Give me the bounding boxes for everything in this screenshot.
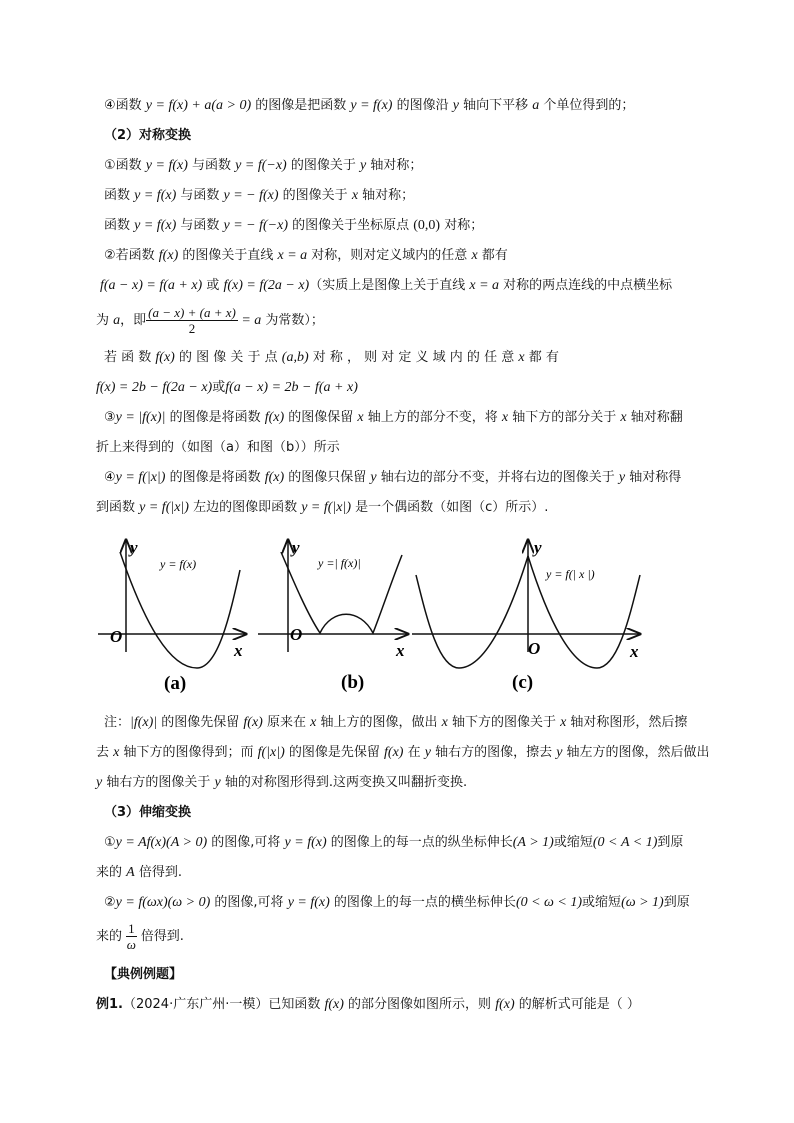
text: 或缩短	[553, 835, 593, 850]
text: 的部分图像如图所示，则	[343, 997, 496, 1012]
text: ，即	[120, 313, 147, 328]
math: x = a	[277, 248, 308, 263]
text: 对 称 ， 则 对 定 义 域 内 的 任 意	[308, 350, 519, 365]
math: y = f(x)	[284, 835, 327, 850]
text: 若 函 数	[104, 350, 156, 365]
text: 倍得到.	[136, 929, 184, 944]
text: ①	[104, 835, 116, 850]
math: y = Af(x)(A > 0)	[115, 835, 208, 850]
y-axis-label: y	[534, 538, 542, 557]
figure-a	[98, 538, 246, 694]
text: 轴对称；	[366, 158, 423, 173]
math: y	[556, 745, 563, 760]
text: 的图像是把函数	[251, 98, 351, 113]
text: 为	[96, 313, 114, 328]
math: y	[214, 775, 221, 790]
text: 轴上方的图像，做出	[316, 715, 442, 730]
math: y = f(x)	[145, 158, 188, 173]
note-line-3	[96, 774, 467, 792]
math: y = f(|x|)	[115, 470, 166, 485]
text: 轴右边的部分不变，并将右边的图像关于	[376, 470, 619, 485]
fraction	[146, 305, 238, 336]
text: 的图像上的每一点的纵坐标伸长	[326, 835, 513, 850]
text: 到原	[657, 835, 684, 850]
symmetry-line-9	[104, 409, 683, 427]
stretch-line-1	[104, 834, 683, 852]
fraction-numerator: 1	[128, 921, 135, 936]
text: 是一个偶函数（如图（c）所示）.	[351, 500, 549, 515]
translate-item-4	[104, 97, 634, 115]
math: f(x)	[384, 745, 404, 760]
math: a	[113, 313, 121, 328]
math: y	[96, 775, 103, 790]
text: 轴的对称图形得到.这两变换又叫翻折变换.	[220, 775, 468, 790]
text: 或缩短	[582, 895, 622, 910]
text: 的图像是先保留	[284, 745, 385, 760]
symmetry-line-8	[96, 379, 358, 397]
math: y = |f(x)|	[115, 410, 166, 425]
x-axis-label: x	[234, 641, 243, 660]
text: 在	[403, 745, 425, 760]
text: 左边的图像即函数	[188, 500, 302, 515]
text: 的图像关于坐标原点	[287, 218, 414, 233]
example-1	[96, 996, 640, 1014]
stretch-line-4	[96, 920, 184, 954]
text: 已知函数	[268, 997, 325, 1012]
math: y = − f(x)	[223, 188, 279, 203]
text: 轴左方的图像，然后做出	[562, 745, 710, 760]
text: 到函数	[96, 500, 140, 515]
math: f(x)	[495, 997, 515, 1012]
math: y = f(|x|)	[139, 500, 189, 515]
math: y = f(x)	[134, 218, 177, 233]
stretch-heading: （3）伸缩变换	[104, 805, 192, 820]
text: ③	[104, 410, 116, 425]
example-source: （2024·广东广州·一模）	[122, 997, 269, 1012]
math: A	[126, 865, 135, 880]
math: y	[452, 98, 459, 113]
stretch-line-2	[96, 864, 182, 882]
math: y = f(x) + a(a > 0)	[145, 98, 252, 113]
math: a	[532, 98, 540, 113]
text: 去	[96, 745, 114, 760]
figure-caption: (c)	[512, 672, 534, 693]
text: ④函数	[104, 98, 146, 113]
symmetry-line-4	[104, 247, 508, 265]
text: 的图像保留	[284, 410, 358, 425]
symmetry-line-5	[100, 277, 672, 295]
text: 注：	[104, 715, 131, 730]
math: (0 < A < 1)	[592, 835, 658, 850]
text: 到原	[663, 895, 690, 910]
math: = a	[237, 313, 262, 328]
text: 的图像只保留	[284, 470, 371, 485]
origin-label: O	[528, 639, 541, 658]
text: 轴向下平移	[458, 98, 533, 113]
text: 的图像是将函数	[165, 470, 265, 485]
symmetry-line-1	[104, 157, 422, 175]
text: 原来在	[262, 715, 311, 730]
symmetry-line-12	[96, 499, 548, 517]
figure-b	[258, 538, 408, 693]
text: 对称；	[440, 218, 484, 233]
text: （实质上是图像上关于直线	[309, 278, 470, 293]
note-line-2	[96, 744, 710, 762]
math: x	[501, 410, 509, 425]
text: 与函数	[187, 158, 236, 173]
text: ①函数	[104, 158, 146, 173]
math: y = f(ωx)(ω > 0)	[115, 895, 211, 910]
curve-left	[416, 556, 528, 668]
math: f(|x|)	[257, 745, 285, 760]
math: y = f(x)	[287, 895, 330, 910]
text: 轴对称得	[625, 470, 682, 485]
math: |f(x)|	[130, 715, 158, 730]
text: 函数	[104, 188, 135, 203]
math: f(x) = f(2a − x)	[223, 278, 310, 293]
example-label: 例1.	[96, 997, 123, 1012]
figure-caption: (a)	[164, 673, 187, 694]
math: y = f(−x)	[235, 158, 287, 173]
text: 来的	[96, 929, 127, 944]
symmetry-line-2	[104, 187, 414, 205]
figure-c	[412, 538, 640, 693]
y-axis-label: y	[130, 538, 138, 557]
text: 的 图 像 关 于 点	[174, 350, 282, 365]
fraction-denominator: 2	[188, 321, 196, 336]
text: 的图像沿	[392, 98, 453, 113]
text: 或	[212, 380, 226, 395]
text: 的图像上的每一点的横坐标伸长	[329, 895, 516, 910]
origin-label: O	[110, 627, 123, 646]
figures-graphs	[0, 530, 794, 700]
text: 的图像,可将	[210, 895, 288, 910]
math: (0,0)	[413, 218, 441, 233]
math: y	[424, 745, 431, 760]
math: x	[471, 248, 478, 263]
text: 的图像是将函数	[165, 410, 265, 425]
y-axis-label: y	[292, 538, 300, 557]
math: f(x)	[264, 410, 285, 425]
text: 的图像先保留	[157, 715, 244, 730]
fraction-denominator: ω	[126, 937, 136, 952]
math: y	[618, 470, 626, 485]
text: 轴对称图形，然后擦	[566, 715, 688, 730]
text: ②若函数	[104, 248, 159, 263]
text: 的图像关于	[278, 188, 352, 203]
symmetry-line-6	[96, 304, 324, 338]
math: f(x)	[158, 248, 179, 263]
math: y	[359, 158, 367, 173]
math: f(a − x) = f(a + x)	[100, 278, 203, 293]
symmetry-line-10: 折上来得到的（如图（a）和图（b））所示	[96, 440, 340, 455]
math: (a,b)	[281, 350, 309, 365]
x-axis-label: x	[396, 641, 405, 660]
text: 函数	[104, 218, 135, 233]
figure-caption: (b)	[341, 672, 365, 693]
math: y = f(x)	[134, 188, 177, 203]
text: 为常数）；	[261, 313, 324, 328]
text: 个单位得到的；	[539, 98, 635, 113]
text: 都 有	[524, 350, 559, 365]
text: 轴下方的部分关于	[508, 410, 621, 425]
text: 倍得到.	[134, 865, 182, 880]
math: x = a	[469, 278, 500, 293]
math: f(x) = 2b − f(2a − x)	[96, 380, 213, 395]
text: 轴右方的图像关于	[102, 775, 215, 790]
symmetry-heading: （2）对称变换	[104, 128, 192, 143]
text: ②	[104, 895, 116, 910]
text: 轴上方的部分不变，将	[363, 410, 502, 425]
text: 的图像,可将	[207, 835, 285, 850]
text: 与函数	[176, 188, 224, 203]
graph-label: y =| f(x)|	[318, 556, 361, 570]
examples-heading: 【典例例题】	[104, 967, 183, 982]
text: 的图像关于	[286, 158, 360, 173]
text: 轴下方的图像得到；而	[119, 745, 258, 760]
math: y = − f(−x)	[223, 218, 288, 233]
graph-label: y = f(x)	[160, 557, 197, 571]
text: 的解析式可能是（ ）	[514, 997, 640, 1012]
math: f(x)	[155, 350, 175, 365]
text: 都有	[477, 248, 508, 263]
math: y = f(|x|)	[301, 500, 351, 515]
text: 的图像关于直线	[178, 248, 278, 263]
math: x	[441, 715, 448, 730]
symmetry-line-3	[104, 217, 483, 235]
math: (ω > 1)	[621, 895, 664, 910]
text: 轴下方的图像关于	[447, 715, 561, 730]
origin-label: O	[290, 625, 303, 644]
text: 与函数	[176, 218, 224, 233]
math: f(a − x) = 2b − f(a + x)	[225, 380, 358, 395]
text: 轴对称；	[358, 188, 415, 203]
math: x	[357, 410, 364, 425]
math: x	[113, 745, 120, 760]
math: x	[620, 410, 627, 425]
math: f(x)	[324, 997, 344, 1012]
text: 或	[202, 278, 224, 293]
stretch-line-3	[104, 894, 690, 912]
math: (0 < ω < 1)	[515, 895, 583, 910]
text: 对称，则对定义域内的任意	[307, 248, 472, 263]
text: ④	[104, 470, 116, 485]
text: 来的	[96, 865, 127, 880]
math: x	[518, 350, 525, 365]
text: 对称的两点连线的中点横坐标	[499, 278, 673, 293]
math: (A > 1)	[512, 835, 554, 850]
symmetry-line-11	[104, 469, 681, 487]
math: f(x)	[243, 715, 263, 730]
text: 轴右方的图像，擦去	[430, 745, 557, 760]
math: x	[310, 715, 317, 730]
math: y = f(x)	[350, 98, 393, 113]
x-axis-label: x	[630, 642, 639, 661]
math: f(x)	[264, 470, 285, 485]
fraction	[126, 921, 137, 952]
math: x	[560, 715, 567, 730]
graph-label: y = f(| x |)	[546, 567, 595, 581]
fraction-numerator: (a − x) + (a + x)	[148, 305, 236, 320]
symmetry-line-7	[104, 349, 559, 367]
text: 轴对称翻	[626, 410, 683, 425]
math: y	[370, 470, 377, 485]
math: x	[351, 188, 359, 203]
note-line-1	[104, 714, 687, 732]
